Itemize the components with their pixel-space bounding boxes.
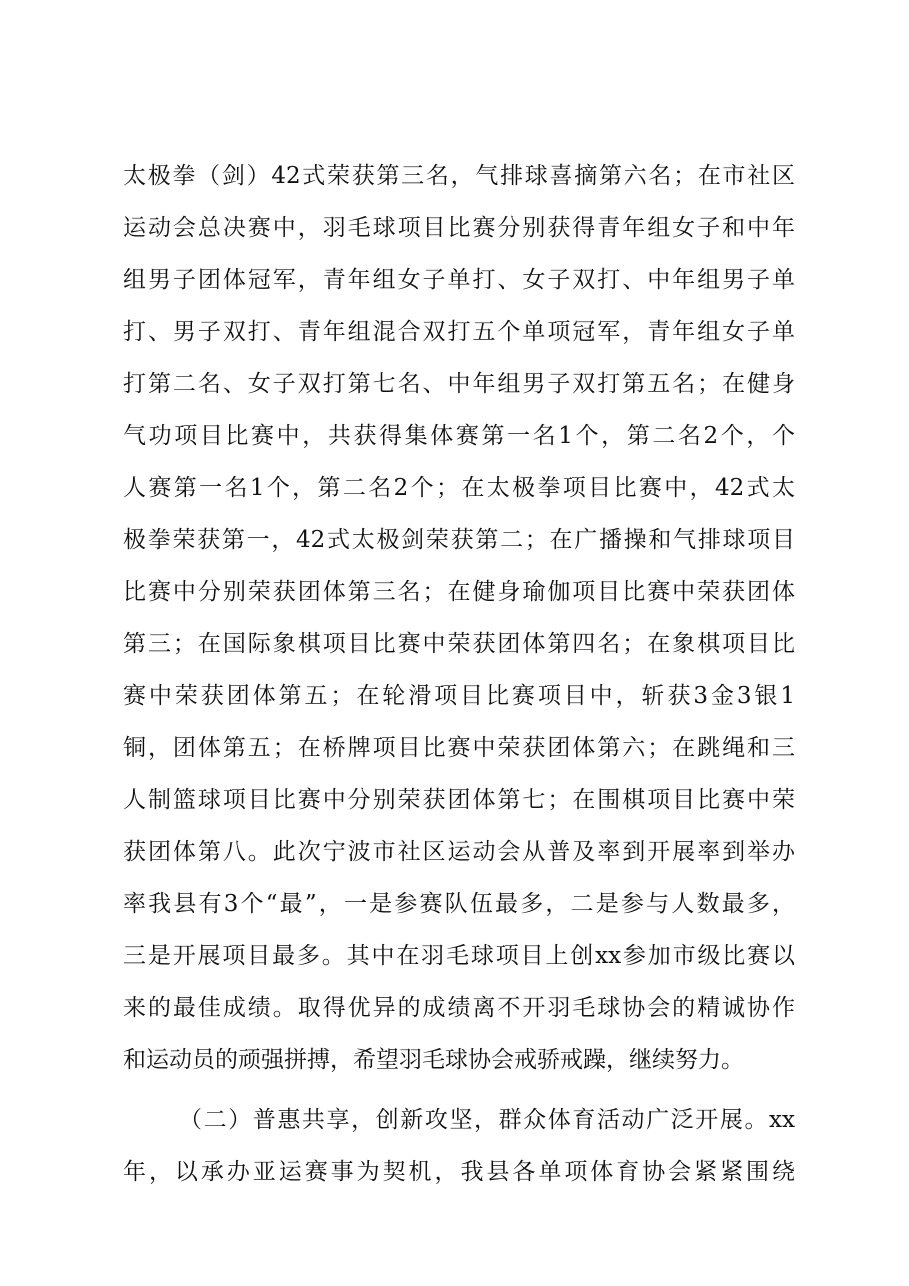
paragraph-2-line-2: 年，以承办亚运赛事为契机，我县各单项体育协会紧紧围绕 xyxy=(123,1159,795,1185)
paragraph-1-line-18: 和运动员的顽强拼搏，希望羽毛球协会戒骄戒躁，继续努力。 xyxy=(123,1047,744,1073)
paragraph-1-line-2: 运动会总决赛中，羽毛球项目比赛分别获得青年组女子和中年 xyxy=(123,215,795,241)
paragraph-1-line-6: 气功项目比赛中，共获得集体赛第一名1个，第二名2个，个 xyxy=(123,423,795,449)
paragraph-1-line-10: 第三；在国际象棋项目比赛中荣获团体第四名；在象棋项目比 xyxy=(123,631,795,657)
paragraph-1-line-7: 人赛第一名1个，第二名2个；在太极拳项目比赛中，42式太 xyxy=(123,475,795,501)
paragraph-1-line-12: 铜，团体第五；在桥牌项目比赛中荣获团体第六；在跳绳和三 xyxy=(123,735,795,761)
paragraph-1-line-16: 三是开展项目最多。其中在羽毛球项目上创xx参加市级比赛以 xyxy=(123,943,795,969)
paragraph-1-line-13: 人制篮球项目比赛中分别荣获团体第七；在围棋项目比赛中荣 xyxy=(123,787,795,813)
paragraph-1-line-8: 极拳荣获第一，42式太极剑荣获第二；在广播操和气排球项目 xyxy=(123,527,795,553)
paragraph-2-line-1: （二）普惠共享，创新攻坚，群众体育活动广泛开展。xx xyxy=(179,1107,795,1133)
paragraph-1-line-4: 打、男子双打、青年组混合双打五个单项冠军，青年组女子单 xyxy=(123,319,795,345)
paragraph-1-line-9: 比赛中分别荣获团体第三名；在健身瑜伽项目比赛中荣获团体 xyxy=(123,579,795,605)
paragraph-1-line-11: 赛中荣获团体第五；在轮滑项目比赛项目中，斩获3金3银1 xyxy=(123,683,795,709)
paragraph-1-line-14: 获团体第八。此次宁波市社区运动会从普及率到开展率到举办 xyxy=(123,839,795,865)
paragraph-1-line-17: 来的最佳成绩。取得优异的成绩离不开羽毛球协会的精诚协作 xyxy=(123,995,795,1021)
paragraph-1-line-1: 太极拳（剑）42式荣获第三名，气排球喜摘第六名；在市社区 xyxy=(123,163,795,189)
paragraph-1-line-15: 率我县有3个“最”，一是参赛队伍最多，二是参与人数最多， xyxy=(123,891,795,917)
paragraph-1-line-3: 组男子团体冠军，青年组女子单打、女子双打、中年组男子单 xyxy=(123,267,795,293)
paragraph-1-line-5: 打第二名、女子双打第七名、中年组男子双打第五名；在健身 xyxy=(123,371,795,397)
